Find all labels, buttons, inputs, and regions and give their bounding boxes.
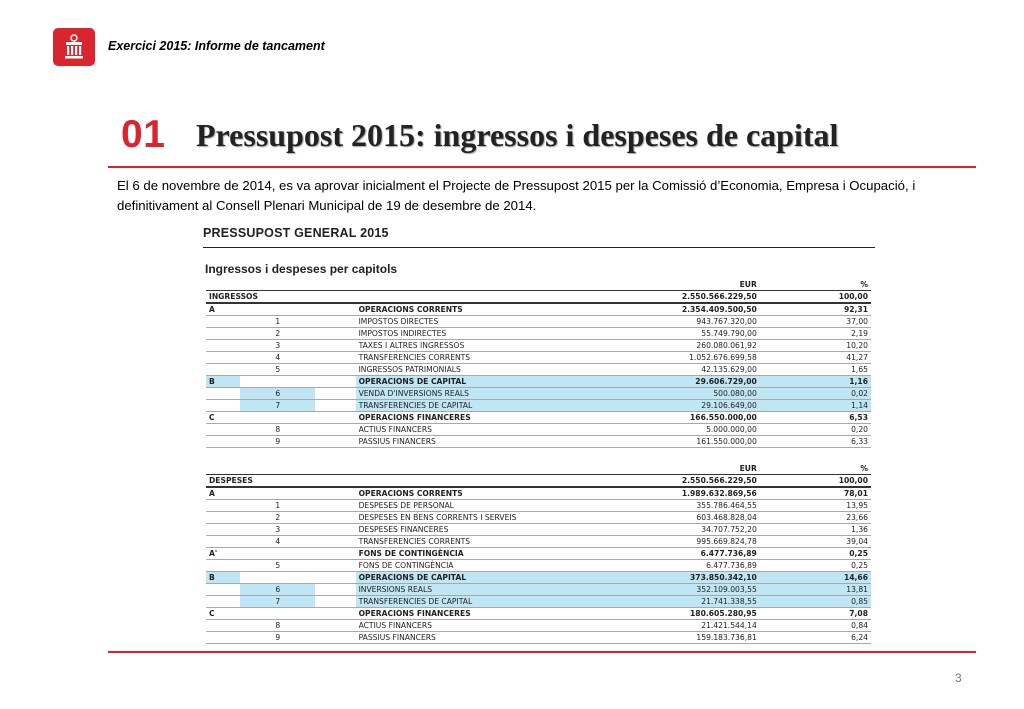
row-chapter-code: 1 <box>240 500 315 512</box>
row-group-code <box>206 584 240 596</box>
row-chapter-code: 6 <box>240 388 315 400</box>
table-row <box>206 536 871 548</box>
table-row <box>206 487 871 500</box>
row-chapter-code: 1 <box>240 316 315 328</box>
row-group-code: C <box>206 412 240 424</box>
row-group-code <box>206 536 240 548</box>
table-row <box>206 340 871 352</box>
row-eur: 603.468.828,04 <box>598 512 760 524</box>
row-group-code <box>206 424 240 436</box>
table-row <box>206 376 871 388</box>
row-name: IMPOSTOS INDIRECTES <box>356 328 599 340</box>
row-eur: 6.477.736,89 <box>598 548 760 560</box>
row-group-code <box>206 328 240 340</box>
row-pct: 0,84 <box>760 620 871 632</box>
table-row <box>206 620 871 632</box>
budget-title: PRESSUPOST GENERAL 2015 <box>203 226 875 248</box>
row-pct: 41,27 <box>760 352 871 364</box>
row-name: OPERACIONS DE CAPITAL <box>356 376 599 388</box>
total-eur: 2.550.566.229,50 <box>598 291 760 304</box>
row-eur: 995.669.824,78 <box>598 536 760 548</box>
row-eur: 55.749.790,00 <box>598 328 760 340</box>
row-eur: 260.080.061,92 <box>598 340 760 352</box>
ingressos-table <box>206 279 871 448</box>
city-logo <box>53 28 95 66</box>
page-number: 3 <box>955 671 962 685</box>
row-chapter-code: 5 <box>240 560 315 572</box>
row-name: TRANSFERENCIES DE CAPITAL <box>356 596 599 608</box>
row-name: TRANSFERENCIES CORRENTS <box>356 352 599 364</box>
barcelona-coat-of-arms-icon <box>61 33 87 61</box>
row-name: INGRESSOS PATRIMONIALS <box>356 364 599 376</box>
row-pct: 6,53 <box>760 412 871 424</box>
row-chapter-code: 7 <box>240 596 315 608</box>
row-chapter-code <box>240 487 315 500</box>
row-chapter-code: 2 <box>240 328 315 340</box>
row-chapter-code: 3 <box>240 340 315 352</box>
row-chapter-code: 4 <box>240 352 315 364</box>
row-group-code <box>206 560 240 572</box>
row-pct: 39,04 <box>760 536 871 548</box>
row-name: PASSIUS FINANCERS <box>356 436 599 448</box>
table-row <box>206 572 871 584</box>
title-divider <box>108 166 976 168</box>
row-chapter-code <box>240 548 315 560</box>
row-chapter-code: 8 <box>240 620 315 632</box>
row-pct: 0,25 <box>760 560 871 572</box>
row-chapter-code <box>240 376 315 388</box>
row-name: OPERACIONS FINANCERES <box>356 412 599 424</box>
budget-panel <box>203 226 875 276</box>
row-name: OPERACIONS DE CAPITAL <box>356 572 599 584</box>
row-eur: 21.741.338,55 <box>598 596 760 608</box>
row-pct: 0,25 <box>760 548 871 560</box>
total-eur: 2.550.566.229,50 <box>598 475 760 488</box>
row-eur: 166.550.000,00 <box>598 412 760 424</box>
table-row <box>206 424 871 436</box>
row-group-code <box>206 316 240 328</box>
row-group-code <box>206 524 240 536</box>
row-eur: 29.106.649,00 <box>598 400 760 412</box>
row-chapter-code: 4 <box>240 536 315 548</box>
row-name: VENDA D'INVERSIONS REALS <box>356 388 599 400</box>
row-pct: 78,01 <box>760 487 871 500</box>
row-chapter-code <box>240 412 315 424</box>
row-pct: 92,31 <box>760 303 871 316</box>
table-row <box>206 500 871 512</box>
intro-paragraph: El 6 de novembre de 2014, es va aprovar inicialment el Projecte de Pressupost 2015 per la Comissió d’Economia, Empresa i Ocupació, i definitivament al Consell Plenari Municipal de 19 de desembre de 2014. <box>117 178 916 213</box>
row-chapter-code: 9 <box>240 436 315 448</box>
column-header-row <box>206 463 871 475</box>
row-pct: 37,00 <box>760 316 871 328</box>
table-row <box>206 524 871 536</box>
page-title: Pressupost 2015: ingressos i despeses de capital <box>196 117 839 153</box>
budget-subtitle: Ingressos i despeses per capitols <box>205 262 398 276</box>
row-name: TRANSFERENCIES DE CAPITAL <box>356 400 599 412</box>
row-name: INVERSIONS REALS <box>356 584 599 596</box>
col-eur-header: EUR <box>598 463 760 475</box>
total-row <box>206 291 871 304</box>
table-row <box>206 632 871 644</box>
row-eur: 352.109.003,55 <box>598 584 760 596</box>
table-row <box>206 364 871 376</box>
row-chapter-code: 7 <box>240 400 315 412</box>
row-eur: 29.606.729,00 <box>598 376 760 388</box>
row-pct: 13,95 <box>760 500 871 512</box>
row-group-code <box>206 596 240 608</box>
row-eur: 943.767.320,00 <box>598 316 760 328</box>
row-eur: 2.354.409.500,50 <box>598 303 760 316</box>
row-group-code: A' <box>206 548 240 560</box>
row-pct: 0,20 <box>760 424 871 436</box>
table-row <box>206 412 871 424</box>
row-group-code: A <box>206 487 240 500</box>
row-eur: 34.707.752,20 <box>598 524 760 536</box>
row-name: TRANSFERENCIES CORRENTS <box>356 536 599 548</box>
table-row <box>206 596 871 608</box>
row-name: IMPOSTOS DIRECTES <box>356 316 599 328</box>
row-name: PASSIUS FINANCERS <box>356 632 599 644</box>
table-row <box>206 352 871 364</box>
row-pct: 1,36 <box>760 524 871 536</box>
col-pct-header: % <box>760 279 871 291</box>
total-pct: 100,00 <box>760 475 871 488</box>
row-chapter-code: 6 <box>240 584 315 596</box>
row-pct: 14,66 <box>760 572 871 584</box>
row-name: TAXES I ALTRES INGRESSOS <box>356 340 599 352</box>
row-eur: 180.605.280,95 <box>598 608 760 620</box>
table-row <box>206 328 871 340</box>
row-group-code <box>206 500 240 512</box>
total-pct: 100,00 <box>760 291 871 304</box>
col-pct-header: % <box>760 463 871 475</box>
table-row <box>206 400 871 412</box>
row-eur: 42.135.629,00 <box>598 364 760 376</box>
row-name: ACTIUS FINANCERS <box>356 620 599 632</box>
row-eur: 1.052.676.699,58 <box>598 352 760 364</box>
table-row <box>206 388 871 400</box>
row-group-code <box>206 340 240 352</box>
table-row <box>206 303 871 316</box>
section-label: INGRESSOS <box>206 291 315 304</box>
row-pct: 0,85 <box>760 596 871 608</box>
row-group-code <box>206 388 240 400</box>
section-number: 01 <box>121 113 166 156</box>
table-row <box>206 436 871 448</box>
row-eur: 355.786.464,55 <box>598 500 760 512</box>
row-pct: 6,33 <box>760 436 871 448</box>
row-chapter-code: 9 <box>240 632 315 644</box>
row-pct: 6,24 <box>760 632 871 644</box>
row-group-code <box>206 436 240 448</box>
row-chapter-code <box>240 303 315 316</box>
row-eur: 21.421.544,14 <box>598 620 760 632</box>
row-name: DESPESES FINANCERES <box>356 524 599 536</box>
col-eur-header: EUR <box>598 279 760 291</box>
row-pct: 1,14 <box>760 400 871 412</box>
row-pct: 7,08 <box>760 608 871 620</box>
footer-divider <box>108 651 976 653</box>
table-row <box>206 560 871 572</box>
table-row <box>206 548 871 560</box>
row-pct: 1,65 <box>760 364 871 376</box>
section-label: DESPESES <box>206 475 315 488</box>
row-chapter-code: 2 <box>240 512 315 524</box>
row-name: FONS DE CONTINGÈNCIA <box>356 548 599 560</box>
row-chapter-code: 8 <box>240 424 315 436</box>
row-group-code: C <box>206 608 240 620</box>
table-row <box>206 512 871 524</box>
row-group-code <box>206 632 240 644</box>
row-group-code <box>206 512 240 524</box>
row-name: OPERACIONS CORRENTS <box>356 487 599 500</box>
row-group-code <box>206 620 240 632</box>
row-name: ACTIUS FINANCERS <box>356 424 599 436</box>
report-title: Exercici 2015: Informe de tancament <box>108 39 325 53</box>
row-eur: 161.550.000,00 <box>598 436 760 448</box>
despeses-table <box>206 463 871 644</box>
row-chapter-code <box>240 608 315 620</box>
row-chapter-code <box>240 572 315 584</box>
row-name: DESPESES EN BENS CORRENTS I SERVEIS <box>356 512 599 524</box>
row-eur: 373.850.342,10 <box>598 572 760 584</box>
row-eur: 500.080,00 <box>598 388 760 400</box>
row-group-code: B <box>206 572 240 584</box>
row-eur: 5.000.000,00 <box>598 424 760 436</box>
row-chapter-code: 5 <box>240 364 315 376</box>
row-group-code <box>206 352 240 364</box>
row-group-code: A <box>206 303 240 316</box>
row-name: DESPESES DE PERSONAL <box>356 500 599 512</box>
row-pct: 13,81 <box>760 584 871 596</box>
row-group-code <box>206 364 240 376</box>
table-row <box>206 608 871 620</box>
row-group-code: B <box>206 376 240 388</box>
row-name: FONS DE CONTINGÈNCIA <box>356 560 599 572</box>
row-eur: 159.183.736,81 <box>598 632 760 644</box>
row-name: OPERACIONS CORRENTS <box>356 303 599 316</box>
row-name: OPERACIONS FINANCERES <box>356 608 599 620</box>
row-eur: 1.989.632.869,56 <box>598 487 760 500</box>
table-row <box>206 584 871 596</box>
row-pct: 23,66 <box>760 512 871 524</box>
row-pct: 2,19 <box>760 328 871 340</box>
row-pct: 10,20 <box>760 340 871 352</box>
total-row <box>206 475 871 488</box>
row-group-code <box>206 400 240 412</box>
row-chapter-code: 3 <box>240 524 315 536</box>
column-header-row <box>206 279 871 291</box>
table-row <box>206 316 871 328</box>
row-eur: 6.477.736,89 <box>598 560 760 572</box>
row-pct: 1,16 <box>760 376 871 388</box>
row-pct: 0,02 <box>760 388 871 400</box>
